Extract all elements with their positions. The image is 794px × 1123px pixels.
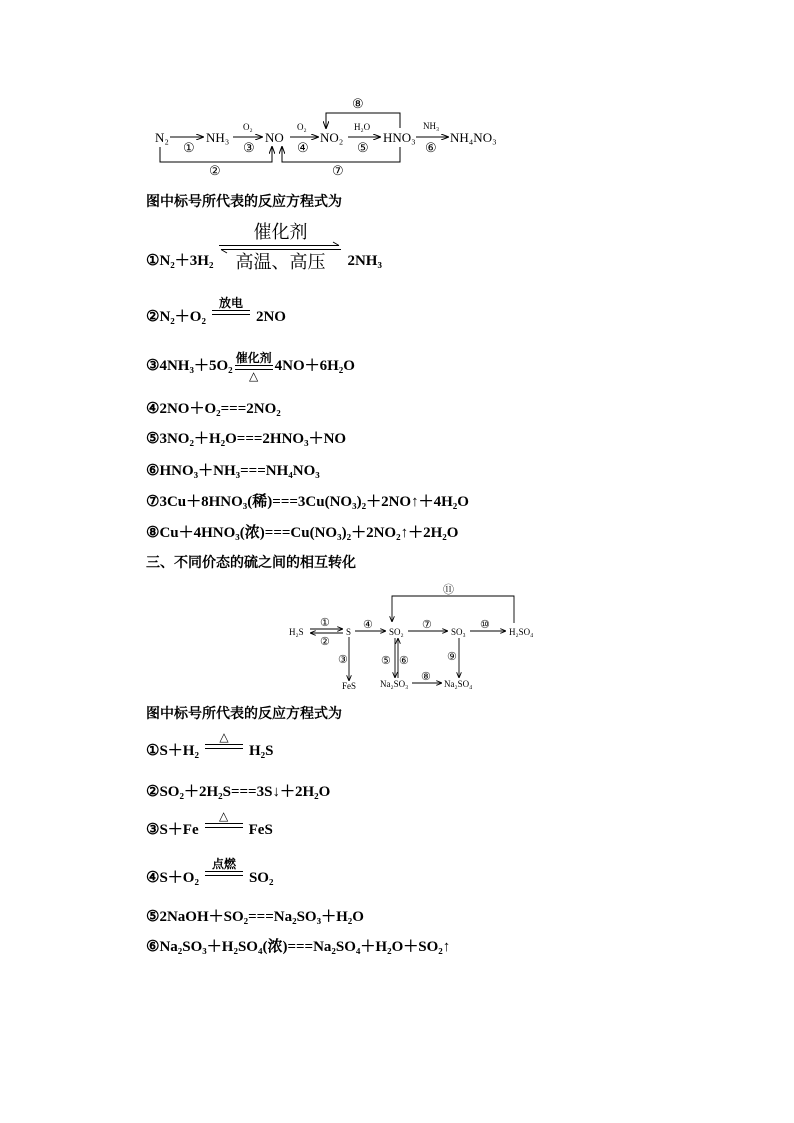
n-equation-8: ⑧Cu＋4HNO₃(浓)===Cu(NO₃)₂＋2NO₂↑＋2H₂O xyxy=(146,525,459,541)
n-equation-1 xyxy=(146,218,382,273)
eq1-catalyst: 催化剂 xyxy=(253,222,308,243)
s-eq3-products: FeS xyxy=(248,822,273,838)
s-eq4-products: SO₂ xyxy=(248,870,274,886)
s-label-r8: ⑧ xyxy=(421,671,431,683)
s-label-r9: ⑨ xyxy=(447,651,457,663)
s-label-r11: ⑪ xyxy=(443,584,454,596)
s-label-r3: ③ xyxy=(338,654,348,666)
n-equation-4: ④2NO＋O₂===2NO₂ xyxy=(146,401,281,417)
s-equation-1 xyxy=(146,728,273,760)
s-eq1-products: H₂S xyxy=(248,743,274,759)
n-equation-6: ⑥HNO₃＋NH₃===NH₄NO₃ xyxy=(146,463,320,479)
s-label-r2: ② xyxy=(320,636,330,648)
s-label-r6: ⑥ xyxy=(399,655,409,667)
sulfur-conversion-diagram xyxy=(0,580,794,700)
node-s: S xyxy=(346,627,352,637)
section1-caption: 图中标号所代表的反应方程式为 xyxy=(146,194,342,210)
section3-heading: 三、不同价态的硫之间的相互转化 xyxy=(146,555,356,571)
eq1-reversible-arrow xyxy=(217,244,343,252)
node-nh3: NH₃ xyxy=(206,130,230,145)
node-n2: N₂ xyxy=(155,130,169,145)
node-hno3: HNO₃ xyxy=(383,130,416,145)
node-h2s: H₂S xyxy=(289,627,304,637)
eq2-condition: 放电 xyxy=(218,296,243,310)
s-eq1-heat: △ xyxy=(219,730,229,744)
s-label-r4: ④ xyxy=(363,619,373,631)
s-eq3-reactants: S＋Fe xyxy=(159,822,199,838)
n-equation-3 xyxy=(146,343,355,383)
n-equation-7: ⑦3Cu＋8HNO₃(稀)===3Cu(NO₃)₂＋2NO↑＋4H₂O xyxy=(146,494,469,510)
node-so2: SO₂ xyxy=(389,627,404,637)
s-label-r10: ⑩ xyxy=(480,619,490,631)
n-equation-5: ⑤3NO₂＋H₂O===2HNO₃＋NO xyxy=(146,431,347,447)
label-r1: ① xyxy=(183,140,195,155)
s-eq4-ignite: 点燃 xyxy=(211,857,236,871)
s-eq4-reactants: S＋O₂ xyxy=(159,870,199,886)
s-equation-6: ⑥Na₂SO₃＋H₂SO₄(浓)===Na₂SO₄＋H₂O＋SO₂↑ xyxy=(146,939,451,955)
s-eq1-reactants: S＋H₂ xyxy=(159,743,199,759)
label-r4: ④ xyxy=(297,140,309,155)
label-r6: ⑥ xyxy=(425,140,437,155)
arrow-2 xyxy=(160,147,272,162)
eq1-products: 2NH₃ xyxy=(347,253,382,269)
node-so3: SO₃ xyxy=(451,627,466,637)
label-nh3-reagent: NH₃ xyxy=(423,121,440,131)
eq1-conditions: 高温、高压 xyxy=(235,252,326,273)
eq2-number: ② xyxy=(146,309,160,325)
node-na2so3: Na₂SO₃ xyxy=(380,679,409,689)
s-equation-5: ⑤2NaOH＋SO₂===Na₂SO₃＋H₂O xyxy=(146,909,364,925)
node-nh4no3: NH₄NO₃ xyxy=(450,130,497,145)
label-r5: ⑤ xyxy=(357,140,369,155)
n-equation-2 xyxy=(146,294,286,326)
s-equation-4 xyxy=(146,855,273,887)
label-h2o: H₂O xyxy=(354,122,371,132)
s-eq1-number: ① xyxy=(146,743,160,759)
s-arrow-11 xyxy=(392,596,514,623)
section2-caption: 图中标号所代表的反应方程式为 xyxy=(146,706,342,722)
node-no: NO xyxy=(265,130,284,145)
label-r3: ③ xyxy=(243,140,255,155)
s-label-r1: ① xyxy=(320,617,330,629)
label-o2-b: O₂ xyxy=(297,122,307,132)
eq3-catalyst: 催化剂 xyxy=(235,351,272,365)
label-r7: ⑦ xyxy=(332,163,344,178)
s-equation-3 xyxy=(146,807,273,839)
eq1-reactants: N₂＋3H₂ xyxy=(159,253,214,269)
eq3-number: ③ xyxy=(146,358,160,374)
label-r2: ② xyxy=(209,163,221,178)
eq3-reactants: 4NH₃＋5O₂ xyxy=(159,358,233,374)
s-label-r7: ⑦ xyxy=(422,619,432,631)
eq2-reactants: N₂＋O₂ xyxy=(159,309,206,325)
eq2-products: 2NO xyxy=(255,309,286,325)
nitrogen-conversion-diagram xyxy=(0,0,794,190)
s-eq4-number: ④ xyxy=(146,870,160,886)
s-equation-2: ②SO₂＋2H₂S===3S↓＋2H₂O xyxy=(146,784,331,800)
label-o2-a: O₂ xyxy=(243,122,253,132)
node-no2: NO₂ xyxy=(320,130,344,145)
s-eq3-number: ③ xyxy=(146,822,160,838)
s-eq3-heat: △ xyxy=(219,809,229,823)
label-r8: ⑧ xyxy=(352,96,364,111)
eq3-heat: △ xyxy=(249,369,259,383)
node-na2so4: Na₂SO₄ xyxy=(444,679,473,689)
node-h2so4: H₂SO₄ xyxy=(509,627,534,637)
eq3-products: 4NO＋6H₂O xyxy=(274,358,355,374)
s-label-r5: ⑤ xyxy=(381,655,391,667)
node-fes: FeS xyxy=(342,681,357,691)
eq1-number: ① xyxy=(146,253,160,269)
